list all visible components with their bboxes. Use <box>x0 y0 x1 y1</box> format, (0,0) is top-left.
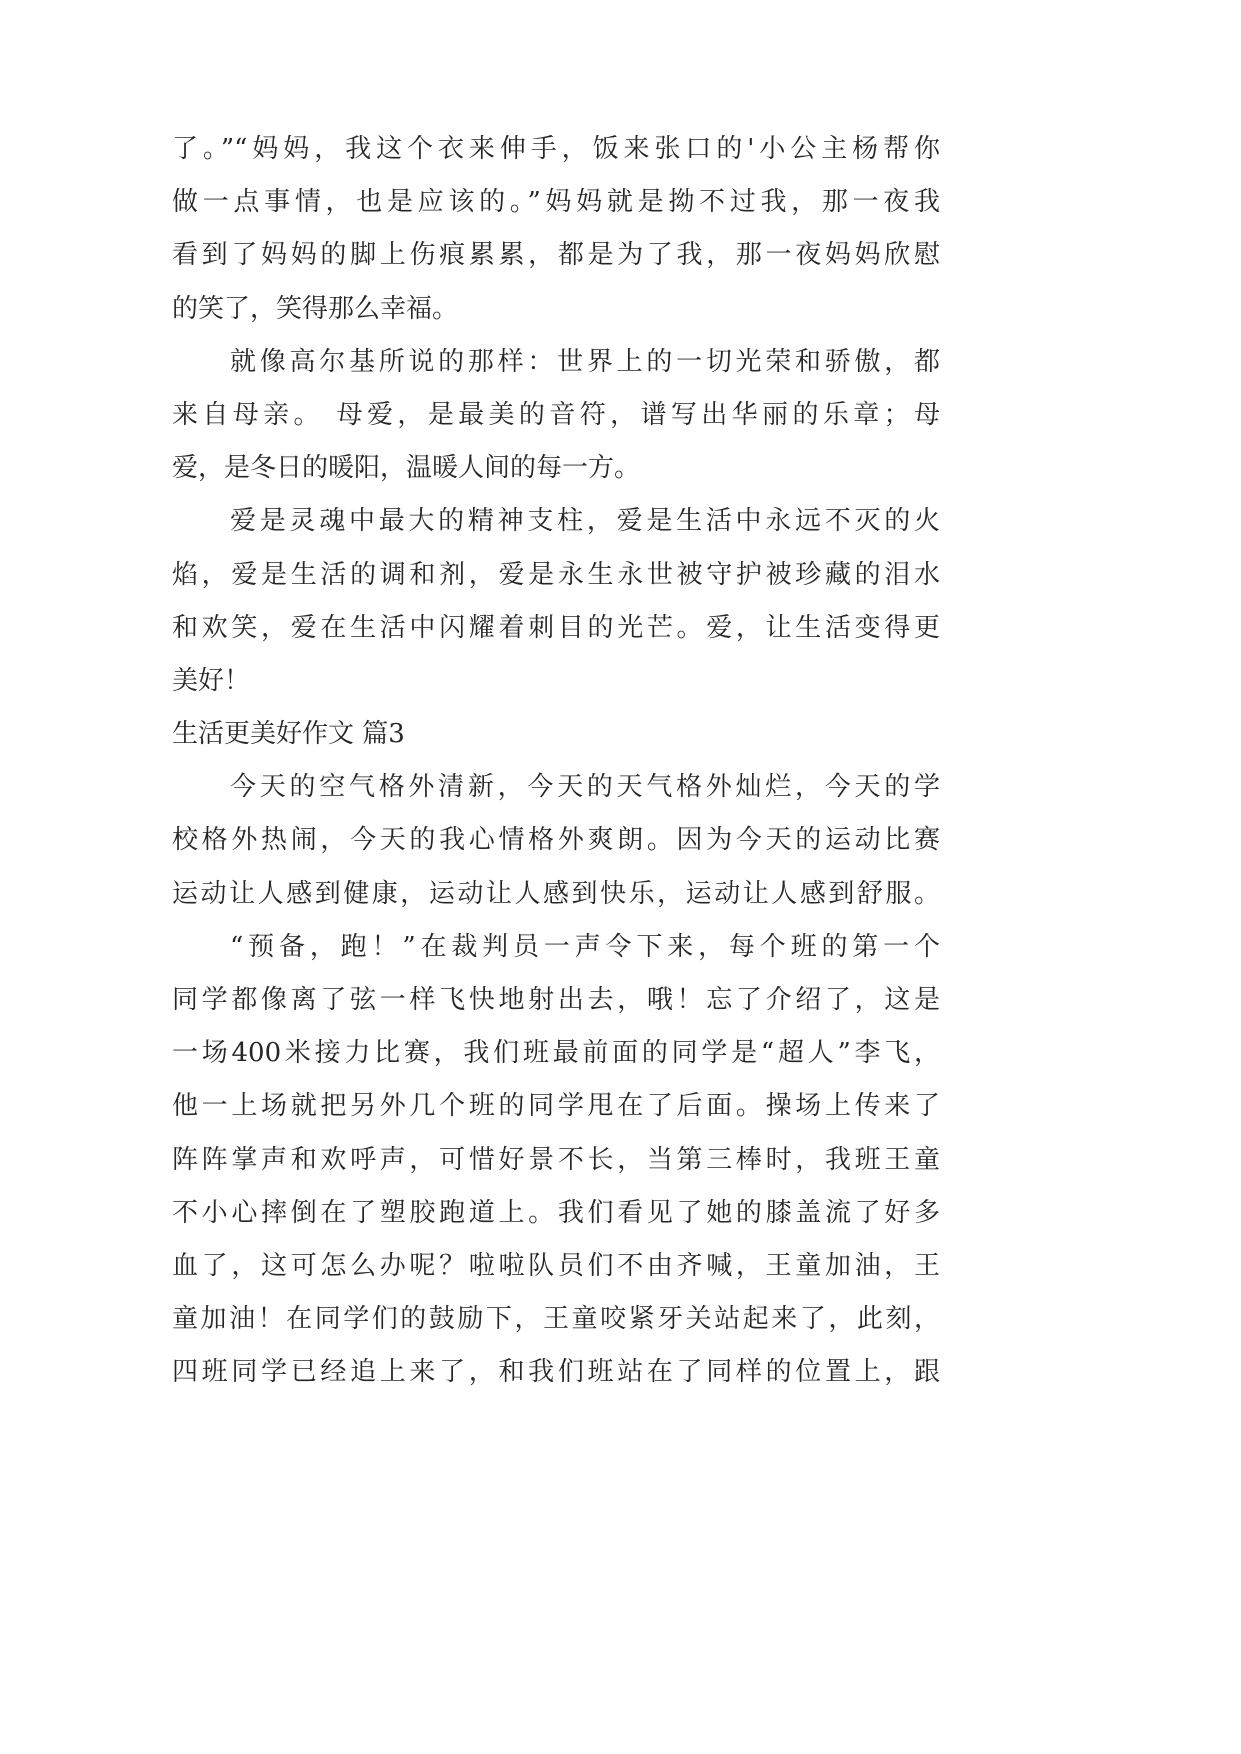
paragraph <box>172 495 940 708</box>
text-line: 四班同学已经追上来了，和我们班站在了同样的位置上，跟 <box>172 1357 940 1388</box>
text-line: 运动让人感到健康，运动让人感到快乐，运动让人感到舒服。 <box>172 878 940 909</box>
text-line: 今天的空气格外清新，今天的天气格外灿烂，今天的学 <box>230 772 940 803</box>
text-line: 血了，这可怎么办呢？啦啦队员们不由齐喊，王童加油，王 <box>172 1250 940 1281</box>
text-line: 阵阵掌声和欢呼声，可惜好景不长，当第三棒时，我班王童 <box>172 1144 940 1175</box>
text-line: 爱，是冬日的暖阳，温暖人间的每一方。 <box>172 453 641 484</box>
text-line: 爱是灵魂中最大的精神支柱，爱是生活中永远不灭的火 <box>230 506 940 537</box>
text-line: 一场400米接力比赛，我们班最前面的同学是“超人”李飞， <box>172 1038 940 1069</box>
text-line: 和欢笑，爱在生活中闪耀着刺目的光芒。爱，让生活变得更 <box>172 612 940 643</box>
section-heading: 生活更美好作文 篇3 <box>172 719 405 750</box>
text-line: 来自母亲。 母爱，是最美的音符，谱写出华丽的乐章；母 <box>172 399 940 430</box>
text-line: 他一上场就把另外几个班的同学甩在了后面。操场上传来了 <box>172 1091 940 1122</box>
text-line: 看到了妈妈的脚上伤痕累累，都是为了我，那一夜妈妈欣慰 <box>172 240 940 271</box>
text-line: 做一点事情，也是应该的。”妈妈就是拗不过我，那一夜我 <box>172 187 940 218</box>
paragraph <box>172 921 940 1400</box>
text-line: 校格外热闹，今天的我心情格外爽朗。因为今天的运动比赛 <box>172 825 940 856</box>
text-line: 美好！ <box>172 665 251 696</box>
text-line: 就像高尔基所说的那样：世界上的一切光荣和骄傲，都 <box>230 346 940 377</box>
text-line: 童加油！在同学们的鼓励下，王童咬紧牙关站起来了，此刻， <box>172 1304 940 1335</box>
paragraph <box>172 761 940 921</box>
paragraph <box>172 123 940 336</box>
text-line: “预备，跑！”在裁判员一声令下来，每个班的第一个 <box>230 931 940 962</box>
document-body <box>172 123 940 1400</box>
text-line: 不小心摔倒在了塑胶跑道上。我们看见了她的膝盖流了好多 <box>172 1197 940 1228</box>
text-line: 了。”“妈妈，我这个衣来伸手，饭来张口的'小公主杨帮你 <box>172 134 940 164</box>
text-line: 焰，爱是生活的调和剂，爱是永生永世被守护被珍藏的泪水 <box>172 559 940 590</box>
text-line: 的笑了，笑得那么幸福。 <box>172 293 459 324</box>
paragraph <box>172 336 940 496</box>
text-line: 同学都像离了弦一样飞快地射出去，哦！忘了介绍了，这是 <box>172 985 940 1015</box>
